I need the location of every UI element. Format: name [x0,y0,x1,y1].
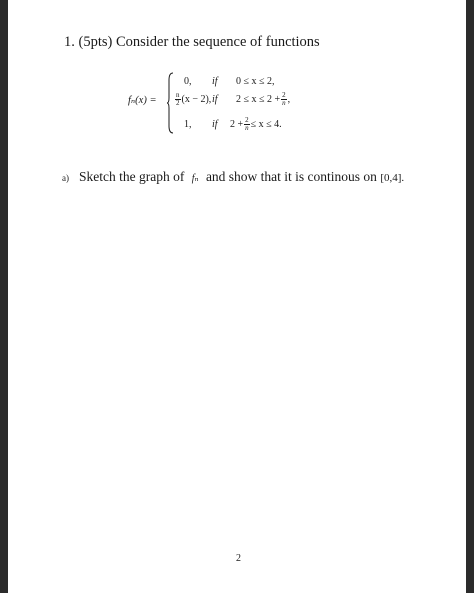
part-a-text-after: and show that it is continous on [205,169,377,184]
case-3-condition: 2 + $\frac{2}{n}$ ≤ x ≤ 4. [230,116,282,132]
part-a-text-before: Sketch the graph of [79,169,185,184]
document-page [8,0,466,593]
case-3-keyword: if [212,119,218,130]
case-3-condition-fraction: $\frac{2}{n}$ [245,116,249,132]
case-1-condition: 0 ≤ x ≤ 2, [236,76,275,87]
part-a-interval: [0,4]. [380,172,405,184]
case-2-condition-fraction: $\frac{2}{n}$ [282,91,286,107]
function-lhs: fₙ(x) = [128,95,157,106]
part-a-question [62,169,404,185]
case-2-keyword: if [212,94,218,105]
case-1-value: 0, [184,76,192,87]
page-number: 2 [236,553,241,564]
case-3-value: 1, [184,119,192,130]
case-2-value-rest: (x − 2), [181,93,212,105]
case-2-condition: 2 ≤ x ≤ 2 + $\frac{2}{n}$ , [236,91,291,107]
case-2-fraction: $\frac{n}{2}$ [176,91,180,107]
part-a-function-symbol: fₙ [191,173,199,184]
case-1-keyword: if [212,76,218,87]
piecewise-brace [167,72,174,134]
problem-title: 1. (5pts) Consider the sequence of functions [64,34,320,50]
part-a-label: a) [62,173,69,183]
case-2-value [174,92,211,107]
